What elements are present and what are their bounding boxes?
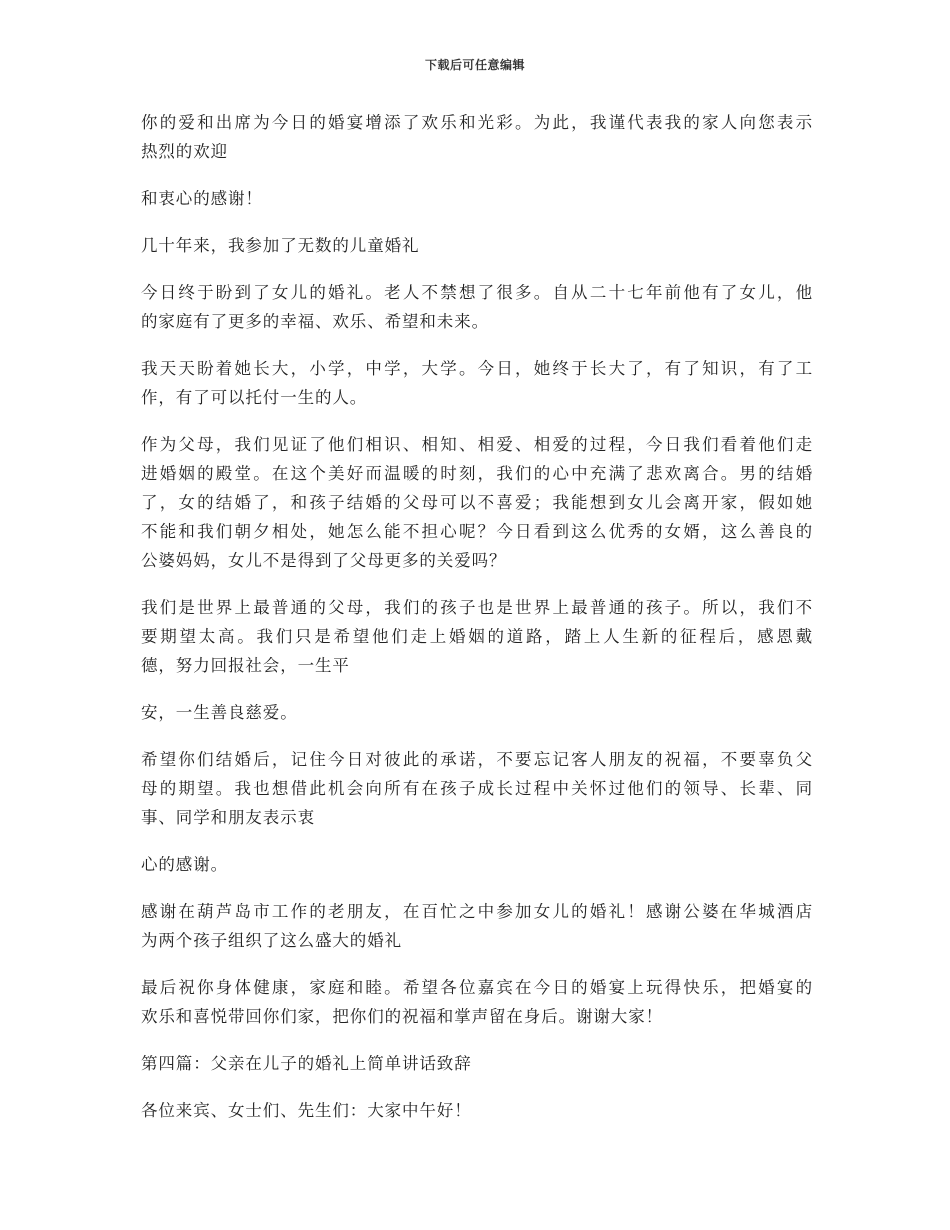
paragraph-line: 安，一生善良慈爱。 [141, 703, 298, 722]
paragraph [141, 108, 813, 166]
paragraph-line: 德，努力回报社会，一生平 [141, 656, 350, 675]
paragraph-line: 作，有了可以托付一生的人。 [141, 388, 368, 407]
paragraph-line: 我们是世界上最普通的父母，我们的孩子也是世界上最普通的孩子。所以，我们不 [141, 598, 813, 617]
paragraph-line: 为两个孩子组织了这么盛大的婚礼 [141, 931, 402, 950]
paragraph-line: 要期望太高。我们只是希望他们走上婚姻的道路，踏上人生新的征程后，感恩戴 [141, 627, 813, 646]
document-body [141, 108, 813, 1143]
paragraph-line: 各位来宾、女士们、先生们：大家中午好！ [141, 1101, 472, 1120]
paragraph [141, 430, 813, 575]
paragraph [141, 698, 813, 727]
paragraph-line: 热烈的欢迎 [141, 142, 228, 161]
paragraph-line: 你的爱和出席为今日的婚宴增添了欢乐和光彩。为此，我谨代表我的家人向您表示 [141, 113, 813, 132]
paragraph-line: 事、同学和朋友表示衷 [141, 808, 315, 827]
paragraph-line: 的家庭有了更多的幸福、欢乐、希望和未来。 [141, 312, 489, 331]
paragraph-line: 了，女的结婚了，和孩子结婚的父母可以不喜爱；我能想到女儿会离开家，假如她 [141, 493, 813, 512]
paragraph-line: 第四篇：父亲在儿子的婚礼上简单讲话致辞 [141, 1054, 472, 1073]
paragraph-line: 欢乐和喜悦带回你们家，把你们的祝福和掌声留在身后。谢谢大家！ [141, 1007, 663, 1026]
paragraph-line: 今日终于盼到了女儿的婚礼。老人不禁想了很多。自从二十七年前他有了女儿，他 [141, 283, 813, 302]
paragraph [141, 1096, 813, 1125]
paragraph [141, 593, 813, 680]
paragraph-line: 感谢在葫芦岛市工作的老朋友，在百忙之中参加女儿的婚礼！感谢公婆在华城酒店 [141, 902, 813, 921]
paragraph [141, 1049, 813, 1078]
paragraph-line: 希望你们结婚后，记住今日对彼此的承诺，不要忘记客人朋友的祝福，不要辜负父 [141, 750, 813, 769]
paragraph [141, 897, 813, 955]
paragraph [141, 354, 813, 412]
paragraph-line: 最后祝你身体健康，家庭和睦。希望各位嘉宾在今日的婚宴上玩得快乐，把婚宴的 [141, 978, 813, 997]
paragraph-line: 公婆妈妈，女儿不是得到了父母更多的关爱吗？ [141, 551, 507, 570]
paragraph-line: 我天天盼着她长大，小学，中学，大学。今日，她终于长大了，有了知识，有了工 [141, 359, 813, 378]
paragraph-line: 不能和我们朝夕相处，她怎么能不担心呢？今日看到这么优秀的女婿，这么善良的 [141, 522, 813, 541]
paragraph-line: 几十年来，我参加了无数的儿童婚礼 [141, 236, 420, 255]
page-header: 下载后可任意编辑 [424, 58, 525, 72]
paragraph [141, 231, 813, 260]
paragraph-line: 进婚姻的殿堂。在这个美好而温暖的时刻，我们的心中充满了悲欢离合。男的结婚 [141, 464, 813, 483]
paragraph [141, 278, 813, 336]
paragraph-line: 作为父母，我们见证了他们相识、相知、相爱、相爱的过程，今日我们看着他们走 [141, 435, 813, 454]
paragraph-line: 和衷心的感谢！ [141, 189, 263, 208]
paragraph-line: 心的感谢。 [141, 855, 228, 874]
paragraph [141, 745, 813, 832]
paragraph [141, 973, 813, 1031]
paragraph-line: 母的期望。我也想借此机会向所有在孩子成长过程中关怀过他们的领导、长辈、同 [141, 779, 813, 798]
paragraph [141, 184, 813, 213]
paragraph [141, 850, 813, 879]
